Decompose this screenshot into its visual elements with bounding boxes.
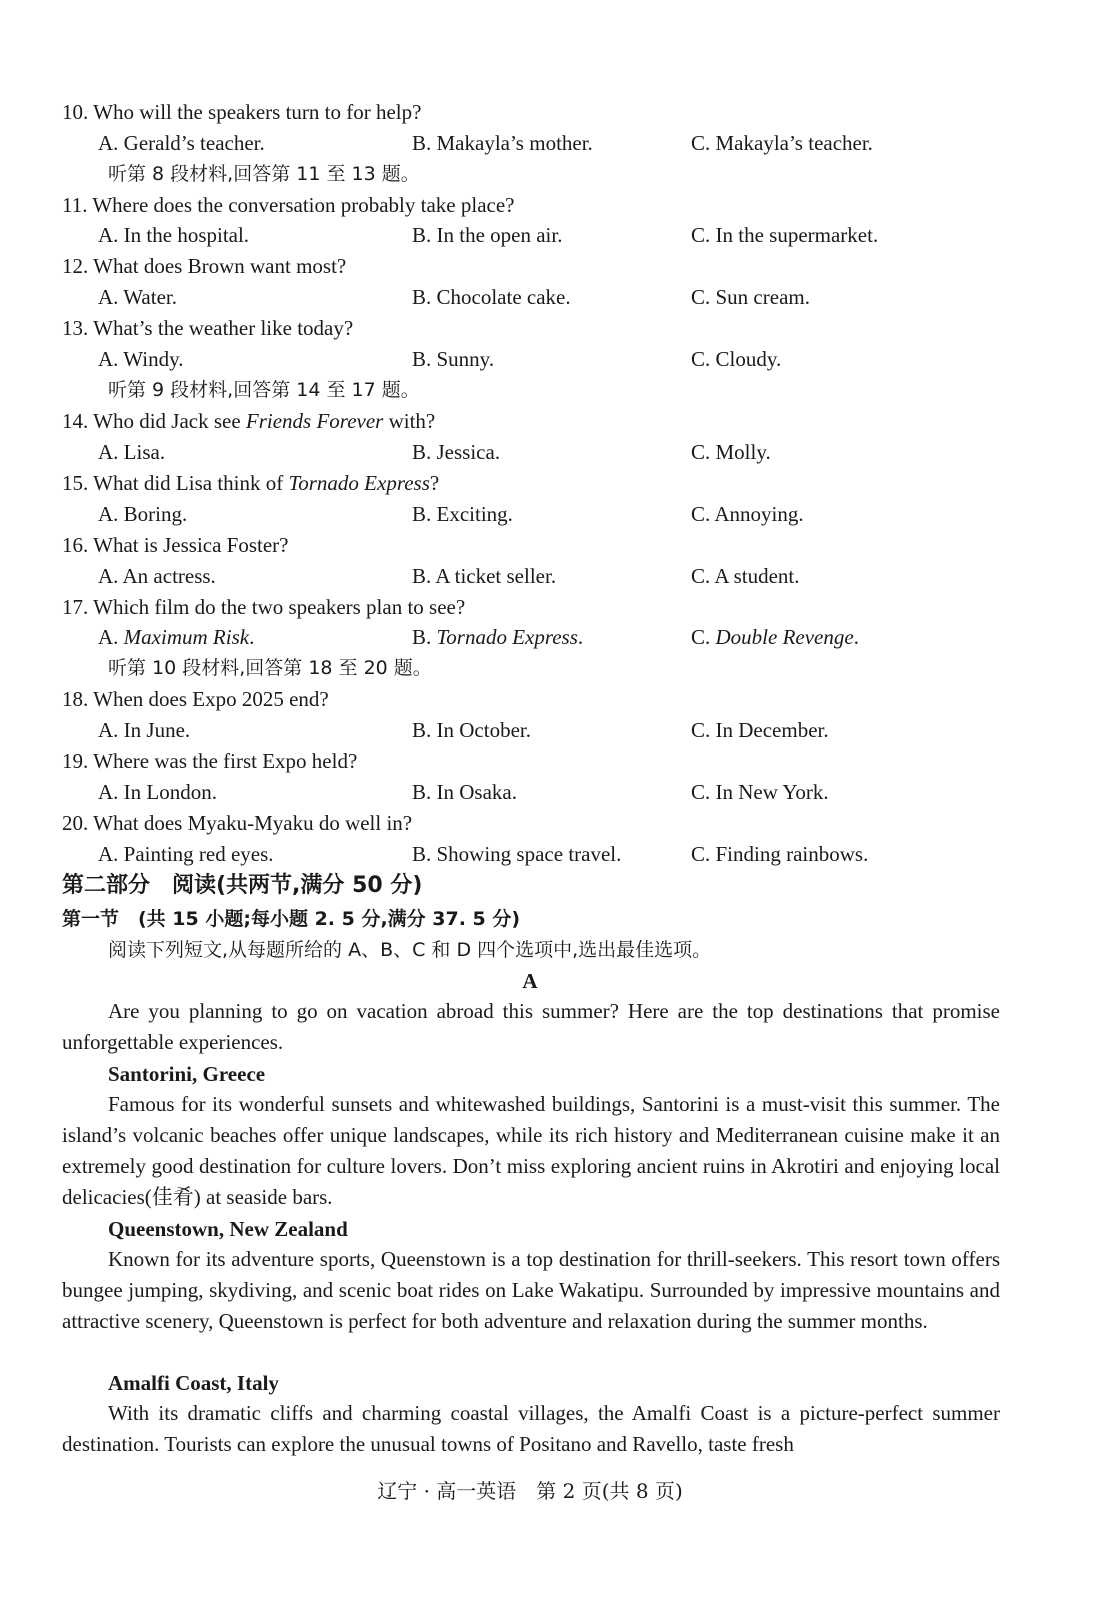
option-a	[98, 624, 254, 650]
option-a: A. Gerald’s teacher.	[98, 131, 265, 155]
question-stem: 18. When does Expo 2025 end?	[62, 687, 329, 711]
section-note: 听第 8 段材料,回答第 11 至 13 题。	[108, 163, 420, 185]
option-b: B. A ticket seller.	[412, 564, 557, 588]
question-stem: 11. Where does the conversation probably take place?	[62, 193, 515, 217]
film-title: Tornado Express	[436, 625, 578, 649]
stem-text: 15. What did Lisa think of	[62, 471, 289, 495]
option-a: A. Water.	[98, 285, 177, 309]
question-stem: 12. What does Brown want most?	[62, 254, 347, 278]
option-row	[98, 624, 1094, 650]
destination-heading: Amalfi Coast, Italy	[108, 1371, 279, 1395]
option-c: C. Annoying.	[691, 502, 804, 526]
section-note: 听第 10 段材料,回答第 18 至 20 题。	[108, 657, 432, 679]
passage-paragraph: Known for its adventure sports, Queenstown is a top destination for thrill-seekers. This resort town offers bungee jumping, skydiving, and scenic boat rides on Lake Wakatipu. Surrounded by impressive mountains and attractive scenery, Queenstown is perfect for both adventure and relaxation during the summer months.	[62, 1247, 1000, 1333]
option-punct: .	[853, 625, 859, 649]
stem-text: with?	[383, 409, 436, 433]
question-stem	[62, 408, 435, 434]
option-row	[98, 222, 1094, 248]
page-footer: 辽宁 · 高一英语 第 2 页(共 8 页)	[377, 1479, 683, 1503]
option-letter: A.	[98, 625, 124, 649]
option-a: A. Lisa.	[98, 440, 166, 464]
question-stem: 17. Which film do the two speakers plan to see?	[62, 595, 466, 619]
option-a: A. Windy.	[98, 347, 184, 371]
option-a: A. Boring.	[98, 502, 188, 526]
option-c: C. Cloudy.	[691, 347, 782, 371]
option-c: C. In December.	[691, 718, 829, 742]
section-note: 听第 9 段材料,回答第 14 至 17 题。	[108, 379, 420, 401]
option-b: B. In the open air.	[412, 223, 563, 247]
stem-text: ?	[429, 471, 440, 495]
question-stem: 16. What is Jessica Foster?	[62, 533, 289, 557]
option-c: C. Molly.	[691, 440, 771, 464]
option-letter: B.	[412, 625, 437, 649]
film-title: Tornado Express	[288, 471, 430, 495]
option-b: B. Makayla’s mother.	[412, 131, 593, 155]
destination-heading: Santorini, Greece	[108, 1062, 266, 1086]
option-b	[412, 624, 583, 650]
option-a: A. In June.	[98, 718, 191, 742]
film-title: Maximum Risk	[123, 625, 250, 649]
section-subtitle: 第一节 (共 15 小题;每小题 2. 5 分,满分 37. 5 分)	[62, 908, 521, 930]
option-c: C. A student.	[691, 564, 800, 588]
option-row	[98, 779, 1094, 805]
option-c: C. Makayla’s teacher.	[691, 131, 873, 155]
option-row	[98, 563, 1094, 589]
question-stem: 19. Where was the first Expo held?	[62, 749, 358, 773]
option-b: B. In October.	[412, 718, 531, 742]
stem-text: 14. Who did Jack see	[62, 409, 246, 433]
film-title: Friends Forever	[245, 409, 384, 433]
destination-heading: Queenstown, New Zealand	[108, 1217, 348, 1241]
option-c: C. Finding rainbows.	[691, 842, 869, 866]
option-b: B. Showing space travel.	[412, 842, 622, 866]
option-letter: C.	[691, 625, 716, 649]
question-stem	[62, 470, 439, 496]
instruction: 阅读下列短文,从每题所给的 A、B、C 和 D 四个选项中,选出最佳选项。	[108, 939, 712, 961]
option-row	[98, 130, 1094, 156]
option-a: A. In London.	[98, 780, 217, 804]
option-punct: .	[577, 625, 584, 649]
option-b: B. Chocolate cake.	[412, 285, 571, 309]
option-a: A. An actress.	[98, 564, 216, 588]
passage-paragraph: With its dramatic cliffs and charming coastal villages, the Amalfi Coast is a picture-perfect summer destination. Tourists can explore the unusual towns of Positano and Ravello, taste fresh	[62, 1401, 1000, 1456]
option-row	[98, 439, 1094, 465]
option-b: B. Jessica.	[412, 440, 501, 464]
option-row	[98, 841, 1094, 867]
question-stem: 10. Who will the speakers turn to for help?	[62, 100, 422, 124]
option-a: A. Painting red eyes.	[98, 842, 274, 866]
passage-paragraph: Famous for its wonderful sunsets and whitewashed buildings, Santorini is a must-visit this summer. The island’s volcanic beaches offer unique landscapes, while its rich history and Mediterranean cuisine make it an extremely good destination for culture lovers. Don’t miss exploring ancient ruins in Akrotiri and enjoying local delicacies(佳肴) at seaside bars.	[62, 1092, 1000, 1209]
part-title: 第二部分 阅读(共两节,满分 50 分)	[62, 873, 423, 898]
option-b: B. In Osaka.	[412, 780, 517, 804]
option-row	[98, 284, 1094, 310]
question-stem: 13. What’s the weather like today?	[62, 316, 354, 340]
passage-intro: Are you planning to go on vacation abroad this summer? Here are the top destinations that promise unforgettable experiences.	[62, 999, 1000, 1054]
question-stem: 20. What does Myaku-Myaku do well in?	[62, 811, 413, 835]
option-row	[98, 501, 1094, 527]
option-row	[98, 346, 1094, 372]
passage-letter: A	[522, 969, 538, 993]
option-a: A. In the hospital.	[98, 223, 250, 247]
option-b: B. Exciting.	[412, 502, 513, 526]
option-c: C. Sun cream.	[691, 285, 810, 309]
option-c: C. In the supermarket.	[691, 223, 879, 247]
option-punct: .	[249, 625, 255, 649]
option-c	[691, 624, 859, 650]
option-b: B. Sunny.	[412, 347, 495, 371]
option-c: C. In New York.	[691, 780, 829, 804]
option-row	[98, 717, 1094, 743]
film-title: Double Revenge	[715, 625, 854, 649]
